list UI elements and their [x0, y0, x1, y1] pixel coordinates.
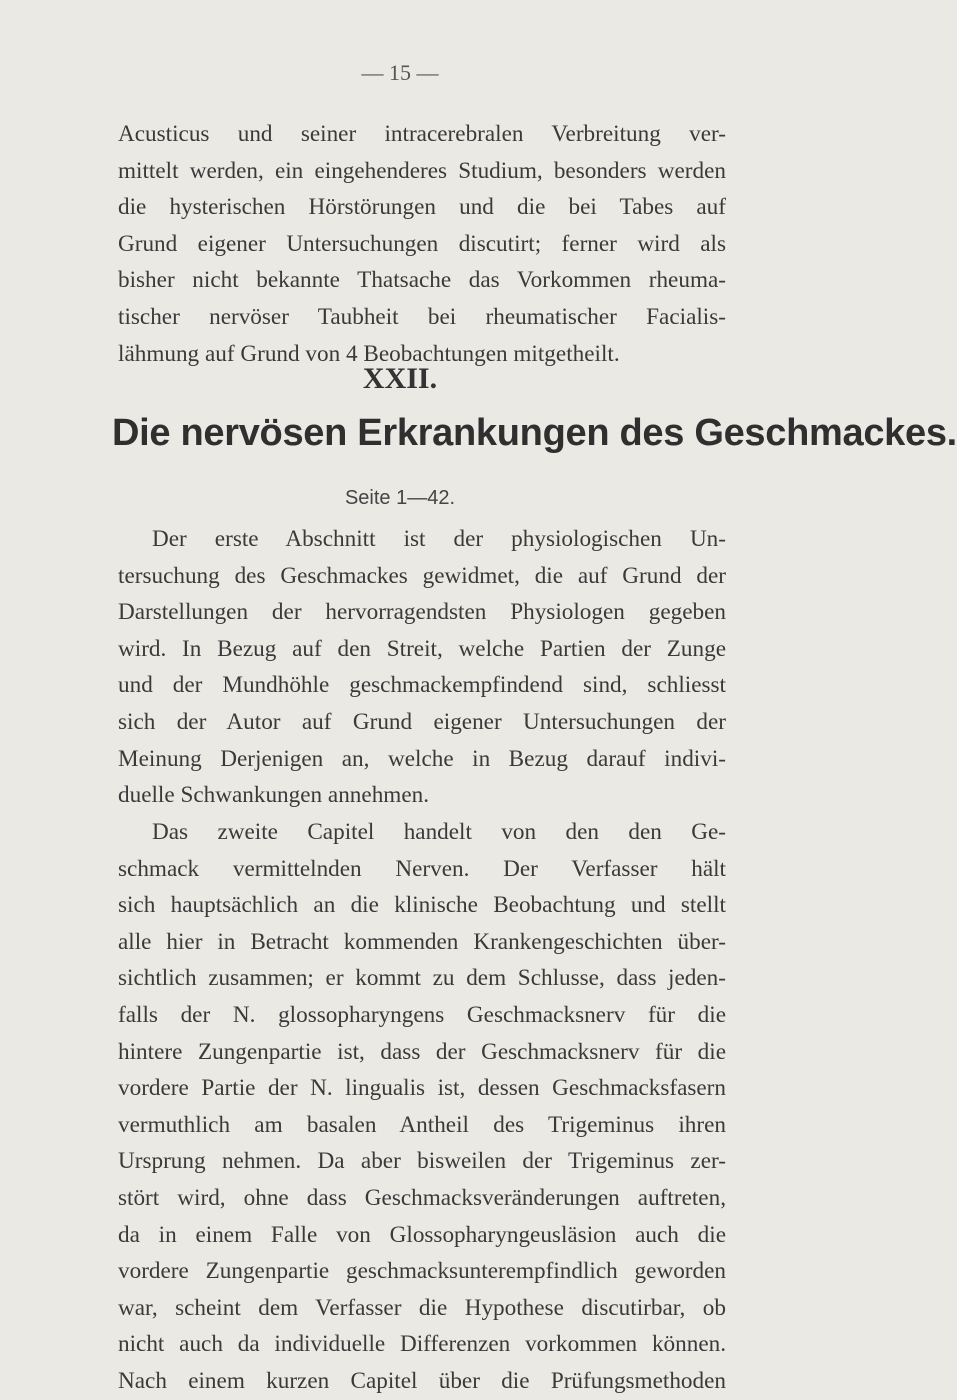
- text-line: da in einem Falle von Glossopharyngeusläsion auch die: [118, 1221, 726, 1248]
- text-line: die hysterischen Hörstörungen und die bei Tabes auf: [118, 194, 726, 221]
- text-line: tischer nervöser Taubheit bei rheumatischer Facialis-: [118, 303, 726, 330]
- text-line: Meinung Derjenigen an, welche in Bezug darauf indivi-: [118, 745, 726, 772]
- text-line: und der Mundhöhle geschmackempfindend sind, schliesst: [118, 672, 726, 699]
- text-line: alle hier in Betracht kommenden Krankengeschichten über-: [118, 928, 726, 955]
- text-line: sichtlich zusammen; er kommt zu dem Schlusse, dass jeden-: [118, 965, 726, 992]
- text-line: bisher nicht bekannte Thatsache das Vorkommen rheuma-: [118, 267, 726, 294]
- text-line: mittelt werden, ein eingehenderes Studium, besonders werden: [118, 157, 726, 184]
- paragraph-2: [118, 814, 726, 1400]
- text-line: vordere Zungenpartie geschmacksunterempfindlich geworden: [118, 1258, 726, 1285]
- text-line: Der erste Abschnitt ist der physiologischen Un-: [152, 526, 726, 552]
- text-line: wird. In Bezug auf den Streit, welche Partien der Zunge: [118, 635, 726, 662]
- text-line: lähmung auf Grund von 4 Beobachtungen mitgetheilt.: [118, 340, 620, 367]
- text-line: sich der Autor auf Grund eigener Untersuchungen der: [118, 708, 726, 735]
- text-line: nicht auch da individuelle Differenzen vorkommen können.: [118, 1331, 726, 1358]
- text-line: Nach einem kurzen Capitel über die Prüfungsmethoden: [118, 1367, 726, 1394]
- text-line: Ursprung nehmen. Da aber bisweilen der Trigeminus zer-: [118, 1148, 726, 1175]
- page-number: — 15 —: [361, 60, 439, 85]
- section-number: XXII.: [362, 362, 438, 395]
- text-line: falls der N. glossopharyngens Geschmacksnerv für die: [118, 1001, 726, 1028]
- text-line: Acusticus und seiner intracerebralen Verbreitung ver-: [118, 121, 726, 147]
- text-line: Darstellungen der hervorragendsten Physiologen gegeben: [118, 599, 726, 626]
- section-subtitle: Seite 1—42.: [344, 487, 456, 509]
- text-line: schmack vermittelnden Nerven. Der Verfasser hält: [118, 855, 726, 882]
- text-line: tersuchung des Geschmackes gewidmet, die auf Grund der: [118, 562, 726, 589]
- text-line: Das zweite Capitel handelt von den den Ge-: [152, 819, 726, 845]
- text-line: hintere Zungenpartie ist, dass der Geschmacksnerv für die: [118, 1038, 726, 1065]
- section-title: Die nervösen Erkrankungen des Geschmackes.: [112, 412, 957, 454]
- text-line: stört wird, ohne dass Geschmacksveränderungen auftreten,: [118, 1184, 726, 1211]
- text-line: vermuthlich am basalen Antheil des Trigeminus ihren: [118, 1111, 726, 1138]
- text-line: war, scheint dem Verfasser die Hypothese discutirbar, ob: [118, 1294, 726, 1321]
- paragraph-1: [118, 521, 726, 814]
- text-line: vordere Partie der N. lingualis ist, dessen Geschmacksfasern: [118, 1075, 726, 1102]
- intro-paragraph: [118, 116, 726, 372]
- text-line: Grund eigener Untersuchungen discutirt; ferner wird als: [118, 230, 726, 257]
- text-line: duelle Schwankungen annehmen.: [118, 782, 430, 809]
- text-line: sich hauptsächlich an die klinische Beobachtung und stellt: [118, 892, 726, 919]
